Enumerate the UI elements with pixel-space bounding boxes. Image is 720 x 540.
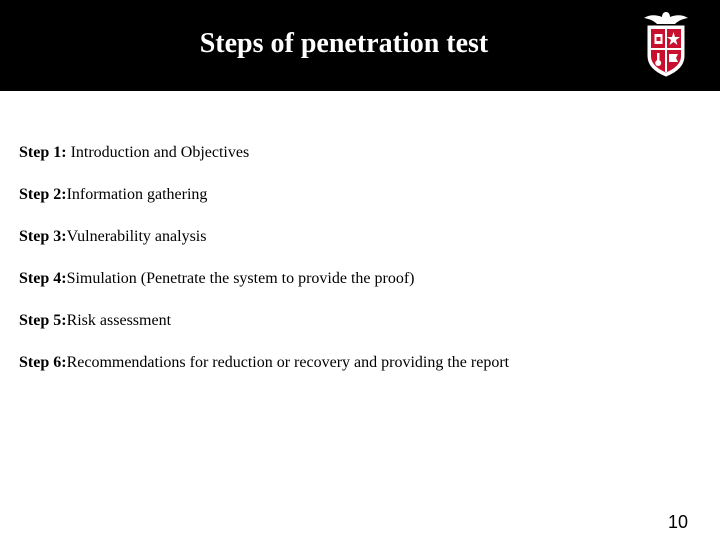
slide-header (0, 0, 720, 91)
step-item (19, 224, 509, 266)
step-label: Step 2: (19, 186, 67, 203)
step-label: Step 1: (19, 144, 67, 161)
step-text: Introduction and Objectives (66, 144, 250, 161)
step-label: Step 3: (19, 228, 67, 245)
university-shield-logo-icon (640, 10, 692, 78)
slide-title: Steps of penetration test (199, 28, 489, 59)
step-item (19, 182, 509, 224)
page-number: 10 (667, 512, 688, 532)
steps-list (19, 140, 509, 392)
step-item (19, 266, 509, 308)
step-text: Recommendations for reduction or recovery and providing the report (66, 354, 510, 371)
step-item (19, 350, 509, 392)
step-text: Risk assessment (66, 312, 172, 329)
step-label: Step 5: (19, 312, 67, 329)
step-label: Step 6: (19, 354, 67, 371)
step-label: Step 4: (19, 270, 67, 287)
step-text: Information gathering (66, 186, 208, 203)
step-text: Simulation (Penetrate the system to provide the proof) (66, 270, 415, 287)
step-text: Vulnerability analysis (66, 228, 207, 245)
step-item (19, 308, 509, 350)
step-item (19, 140, 509, 182)
